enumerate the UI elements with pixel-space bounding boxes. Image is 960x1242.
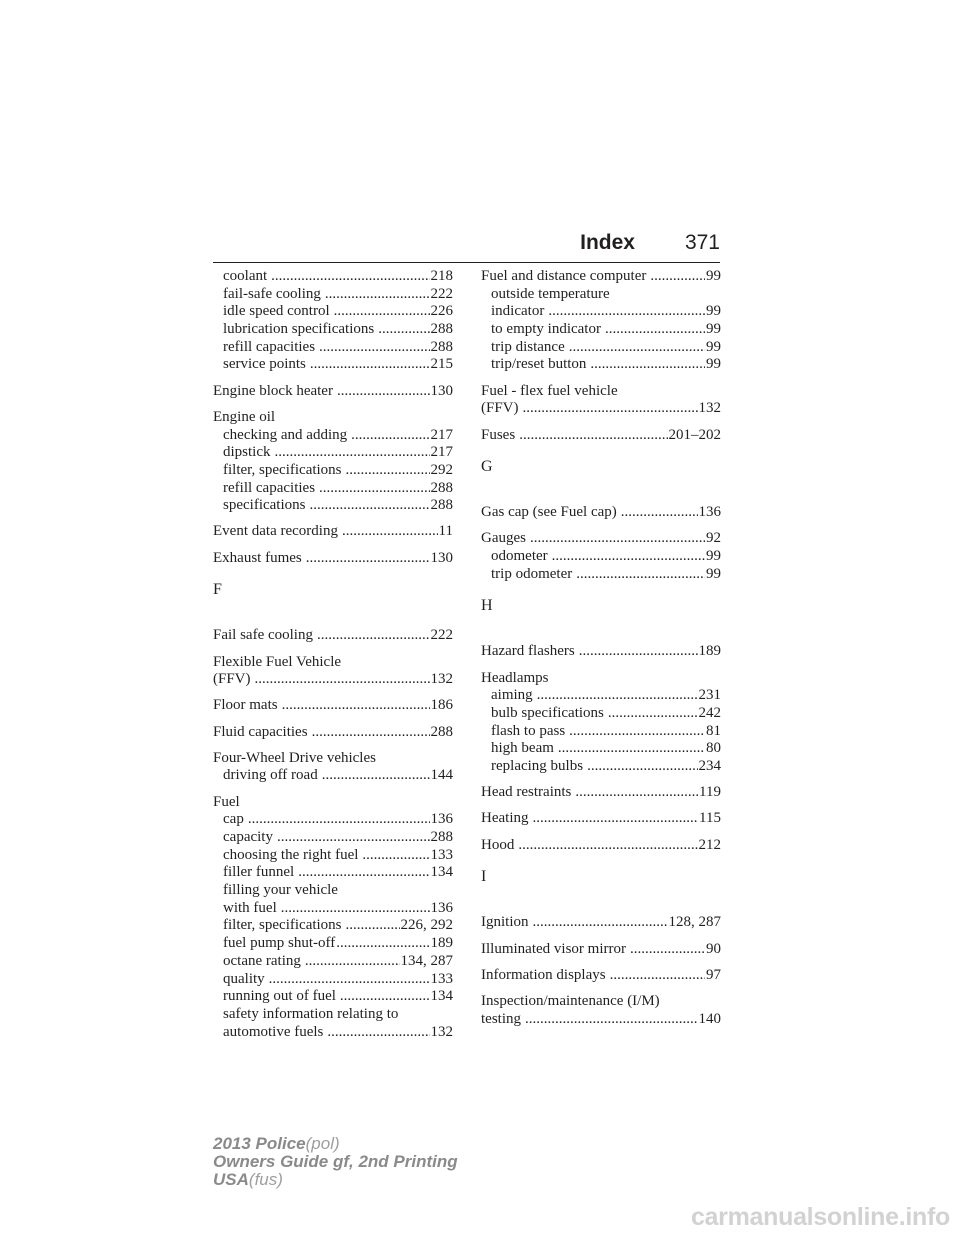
- page-reference: 134: [430, 864, 453, 881]
- page-reference: 288: [430, 321, 453, 338]
- index-term-text: choosing the right fuel: [223, 846, 359, 863]
- index-term-text: specifications: [223, 497, 306, 514]
- dot-leader: [319, 339, 429, 357]
- dot-leader: [306, 550, 430, 568]
- dot-leader: [552, 548, 705, 566]
- index-term-text: filling your vehicle: [223, 882, 338, 899]
- index-term-text: bulb specifications: [491, 705, 604, 721]
- page-reference: 140: [698, 1010, 721, 1027]
- index-term: [481, 268, 721, 286]
- index-subentry: [481, 548, 721, 566]
- index-term-text: Gauges: [481, 530, 526, 547]
- page-reference: 133: [430, 846, 453, 863]
- index-entry: [213, 523, 453, 541]
- dot-leader: [362, 847, 429, 865]
- page-reference: 99: [706, 338, 721, 355]
- entry-gap: [213, 785, 453, 794]
- index-entry: [213, 268, 453, 374]
- page-reference: 212: [698, 836, 721, 853]
- index-term-text: filter, specifications: [223, 917, 342, 934]
- page-reference: 292: [430, 461, 453, 478]
- index-term-text: Floor mats: [213, 697, 278, 714]
- index-term: [481, 530, 721, 548]
- dot-leader: [322, 767, 430, 785]
- dot-leader: [569, 723, 705, 741]
- dot-leader: [298, 864, 429, 882]
- index-term-text: Fail safe cooling: [213, 627, 313, 644]
- page-reference: 133: [430, 970, 453, 987]
- footer-line-1: [213, 1135, 458, 1153]
- index-term: [213, 697, 453, 715]
- index-subentry: [213, 988, 453, 1006]
- index-term-text: trip distance: [491, 338, 565, 355]
- index-term-text: Illuminated visor mirror: [481, 940, 626, 957]
- index-subentry: [481, 705, 721, 723]
- index-subentry: [481, 687, 721, 705]
- dot-leader: [519, 427, 667, 445]
- index-letter-heading: H: [481, 597, 493, 615]
- index-subentry: [213, 286, 453, 304]
- page-reference: 288: [430, 479, 453, 496]
- dot-leader: [530, 530, 705, 548]
- entry-gap: [213, 645, 453, 654]
- dot-leader: [630, 941, 705, 959]
- index-subentry: [213, 268, 453, 286]
- index-column-left: [213, 268, 453, 1041]
- index-subentry: [213, 953, 453, 971]
- footer-market: USA: [213, 1170, 249, 1189]
- page-reference: 99: [706, 303, 721, 320]
- page-reference: 128, 287: [668, 914, 721, 931]
- dot-leader: [548, 303, 705, 321]
- dot-leader: [525, 1011, 698, 1029]
- page-reference: 226, 292: [400, 917, 453, 934]
- index-term: [213, 550, 453, 568]
- dot-leader: [271, 268, 429, 286]
- index-subentry: [481, 286, 721, 304]
- index-subentry: [213, 321, 453, 339]
- index-term-text: Inspection/maintenance (I/M): [481, 992, 660, 1009]
- index-term-text: Fluid capacities: [213, 723, 308, 740]
- dot-leader: [255, 671, 430, 689]
- index-term-text: coolant: [223, 268, 268, 284]
- index-term-text: trip odometer: [491, 565, 573, 582]
- index-term-text: flash to pass: [491, 722, 566, 739]
- entry-gap: [213, 400, 453, 409]
- entry-gap: [481, 932, 721, 941]
- dot-leader: [533, 914, 668, 932]
- index-term-text: filler funnel: [223, 864, 295, 881]
- index-subentry: [213, 847, 453, 865]
- index-term-text: Fuel and distance computer: [481, 268, 647, 284]
- index-subentry: [481, 566, 721, 584]
- dot-leader: [327, 1024, 429, 1042]
- index-entry: [481, 427, 721, 445]
- index-subentry: [213, 811, 453, 829]
- index-term-text: (FFV): [481, 400, 519, 417]
- index-subentry: [213, 935, 453, 953]
- index-term: [481, 383, 721, 401]
- index-term-text: Information displays: [481, 966, 606, 983]
- index-subentry: [213, 497, 453, 515]
- dot-leader: [590, 356, 705, 374]
- dot-leader: [312, 724, 430, 742]
- page-reference: 217: [430, 426, 453, 443]
- index-subentry: [213, 1006, 453, 1024]
- entry-gap: [481, 522, 721, 531]
- page-reference: 134: [430, 988, 453, 1005]
- index-entry: [213, 654, 453, 689]
- index-term: [481, 967, 721, 985]
- index-subentry: [213, 427, 453, 445]
- footer-line-3: [213, 1171, 458, 1189]
- page-reference: 136: [698, 504, 721, 521]
- index-subentry: [213, 480, 453, 498]
- dot-leader: [275, 444, 430, 462]
- watermark: carmanualsonline.info: [690, 1203, 950, 1231]
- index-term-text: dipstick: [223, 444, 271, 461]
- entry-gap: [481, 802, 721, 811]
- page-reference: 222: [430, 285, 453, 302]
- footer-model: 2013 Police: [213, 1134, 306, 1153]
- dot-leader: [342, 523, 438, 541]
- index-entry: [481, 383, 721, 418]
- index-entry: [213, 750, 453, 785]
- index-subentry: [213, 900, 453, 918]
- index-letter-heading: I: [481, 868, 487, 886]
- index-letter-heading: F: [213, 581, 222, 599]
- index-subentry: [213, 1024, 453, 1042]
- index-term-text: filter, specifications: [223, 461, 342, 478]
- index-term: [481, 941, 721, 959]
- page-reference: 81: [706, 722, 721, 739]
- index-subentry: [481, 303, 721, 321]
- index-term-text: fuel pump shut-off: [223, 935, 336, 952]
- entry-gap: [213, 689, 453, 698]
- index-term-text: lubrication specifications: [223, 321, 375, 338]
- entry-gap: [213, 374, 453, 383]
- page-reference: 99: [706, 321, 721, 338]
- page-reference: 144: [430, 767, 453, 784]
- index-term-text: fail-safe cooling: [223, 285, 321, 302]
- page-reference: 90: [706, 940, 721, 957]
- dot-leader: [569, 339, 705, 357]
- index-entry: [481, 837, 721, 855]
- dot-leader: [575, 784, 698, 802]
- page-reference: 231: [698, 687, 721, 704]
- page-reference: 234: [698, 758, 721, 775]
- index-term-text: testing: [481, 1010, 521, 1027]
- dot-leader: [310, 356, 430, 374]
- dot-leader: [340, 988, 430, 1006]
- dot-leader: [351, 427, 429, 445]
- entry-gap: [213, 741, 453, 750]
- page-reference: 80: [706, 740, 721, 757]
- index-term-text: octane rating: [223, 952, 301, 969]
- footer: [213, 1135, 458, 1189]
- index-entry: [481, 784, 721, 802]
- entry-gap: [481, 958, 721, 967]
- index-term: [481, 1011, 721, 1029]
- page-number: 371: [684, 231, 720, 254]
- index-term: [481, 643, 721, 661]
- index-term-text: capacity: [223, 829, 273, 845]
- dot-leader: [317, 627, 430, 645]
- page-reference: 226: [430, 303, 453, 320]
- index-term-text: high beam: [491, 740, 554, 757]
- page-reference: 130: [430, 382, 453, 399]
- index-term: [481, 837, 721, 855]
- index-subentry: [481, 758, 721, 776]
- index-term-text: quality: [223, 970, 265, 987]
- page-reference: 136: [430, 899, 453, 916]
- dot-leader: [277, 829, 430, 847]
- index-entry: [481, 643, 721, 661]
- dot-leader: [248, 811, 430, 829]
- dot-leader: [650, 268, 705, 286]
- entry-gap: [481, 984, 721, 993]
- index-subentry: [213, 971, 453, 989]
- index-entry: [481, 967, 721, 985]
- index-term: [481, 914, 721, 932]
- index-subentry: [213, 829, 453, 847]
- entry-gap: [481, 776, 721, 785]
- page-reference: 130: [430, 549, 453, 566]
- index-entry: [481, 504, 721, 522]
- page-reference: 134, 287: [400, 952, 453, 969]
- dot-leader: [537, 687, 698, 705]
- index-term: [481, 993, 721, 1011]
- index-term: [481, 400, 721, 418]
- index-term-text: with fuel: [223, 899, 277, 916]
- index-subentry: [481, 339, 721, 357]
- index-term-text: checking and adding: [223, 426, 348, 443]
- dot-leader: [305, 953, 400, 971]
- page-reference: 222: [430, 627, 453, 644]
- index-term-text: aiming: [491, 687, 533, 704]
- index-letter-heading: G: [481, 458, 493, 476]
- index-subentry: [213, 864, 453, 882]
- index-entry: [213, 697, 453, 715]
- page-reference: 242: [698, 705, 721, 721]
- index-subentry: [213, 882, 453, 900]
- dot-leader: [587, 758, 697, 776]
- index-term: [481, 670, 721, 688]
- index-subentry: [213, 917, 453, 935]
- index-entry: [481, 993, 721, 1028]
- index-term-text: Flexible Fuel Vehicle: [213, 653, 342, 670]
- index-entry: [481, 914, 721, 932]
- index-term-text: Fuel - flex fuel vehicle: [481, 382, 618, 399]
- index-subentry: [213, 444, 453, 462]
- page-reference: 92: [706, 530, 721, 547]
- dot-leader: [281, 900, 430, 918]
- dot-leader: [282, 697, 430, 715]
- dot-leader: [605, 321, 705, 339]
- index-term: [481, 784, 721, 802]
- entry-gap: [481, 374, 721, 383]
- page-reference: 99: [706, 356, 721, 373]
- dot-leader: [621, 504, 698, 522]
- footer-line-2: [213, 1153, 458, 1171]
- index-term-text: idle speed control: [223, 303, 330, 320]
- header-divider: [213, 262, 720, 263]
- dot-leader: [319, 480, 429, 498]
- index-term-text: service points: [223, 356, 306, 373]
- index-term: [213, 627, 453, 645]
- dot-leader: [518, 837, 697, 855]
- page-reference: 132: [430, 1023, 453, 1040]
- index-term: [213, 654, 453, 672]
- index-term: [213, 409, 453, 427]
- index-term: [481, 810, 721, 828]
- index-term-text: (FFV): [213, 671, 251, 688]
- index-entry: [481, 941, 721, 959]
- index-entry: [481, 810, 721, 828]
- dot-leader: [610, 967, 705, 985]
- index-term: [213, 750, 453, 768]
- dot-leader: [579, 643, 698, 661]
- index-subentry: [481, 740, 721, 758]
- page-reference: 217: [430, 444, 453, 461]
- index-term-text: trip/reset button: [491, 356, 587, 373]
- index-term-text: outside temperature: [491, 285, 610, 302]
- index-entry: [213, 794, 453, 1042]
- dot-leader: [346, 917, 400, 935]
- page-reference: 115: [699, 810, 721, 827]
- index-term-text: Exhaust fumes: [213, 549, 302, 566]
- dot-leader: [523, 400, 698, 418]
- index-subentry: [481, 321, 721, 339]
- index-subentry: [213, 339, 453, 357]
- dot-leader: [558, 740, 705, 758]
- index-term-text: Engine block heater: [213, 382, 333, 399]
- index-term: [213, 724, 453, 742]
- index-term-text: Fuel: [213, 793, 240, 810]
- index-subentry: [481, 723, 721, 741]
- index-term-text: Head restraints: [481, 784, 572, 801]
- index-term: [213, 383, 453, 401]
- index-entry: [213, 409, 453, 515]
- index-term-text: Gas cap (see Fuel cap): [481, 504, 617, 521]
- page-reference: 132: [698, 400, 721, 417]
- page-reference: 99: [706, 268, 721, 284]
- index-term-text: Hazard flashers: [481, 643, 575, 660]
- index-term-text: refill capacities: [223, 338, 316, 355]
- entry-gap: [213, 715, 453, 724]
- page-reference: 132: [430, 671, 453, 688]
- footer-model-code: (pol): [305, 1134, 340, 1153]
- index-term-text: Ignition: [481, 914, 529, 931]
- page-reference: 218: [430, 268, 453, 284]
- page-reference: 288: [430, 829, 453, 845]
- index-term-text: Fuses: [481, 426, 516, 443]
- dot-leader: [336, 935, 429, 953]
- index-subentry: [213, 462, 453, 480]
- index-entry: [213, 627, 453, 645]
- page-reference: 99: [706, 548, 721, 565]
- index-term-text: Event data recording: [213, 523, 338, 540]
- page-reference: 11: [438, 523, 453, 540]
- index-term-text: Heating: [481, 810, 529, 827]
- index-term-text: odometer: [491, 548, 548, 565]
- page-reference: 288: [430, 338, 453, 355]
- index-term-text: to empty indicator: [491, 321, 601, 338]
- index-subentry: [481, 356, 721, 374]
- index-term-text: indicator: [491, 303, 545, 320]
- entry-gap: [481, 418, 721, 427]
- dot-leader: [325, 286, 430, 304]
- dot-leader: [532, 810, 698, 828]
- dot-leader: [269, 971, 430, 989]
- dot-leader: [309, 497, 429, 515]
- dot-leader: [378, 321, 429, 339]
- index-entry: [213, 383, 453, 401]
- entry-gap: [213, 515, 453, 524]
- index-term: [481, 427, 721, 445]
- index-column-right: [481, 268, 721, 1028]
- index-term-text: Four-Wheel Drive vehicles: [213, 749, 376, 766]
- page-reference: 189: [430, 935, 453, 952]
- footer-market-code: (fus): [248, 1170, 283, 1189]
- page-reference: 136: [430, 811, 453, 828]
- entry-gap: [481, 828, 721, 837]
- dot-leader: [337, 383, 430, 401]
- page-reference: 288: [430, 723, 453, 740]
- index-term: [213, 671, 453, 689]
- index-subentry: [213, 767, 453, 785]
- index-term-text: automotive fuels: [223, 1023, 324, 1040]
- index-term: [213, 523, 453, 541]
- footer-guide: Owners Guide gf, 2nd Printing: [213, 1152, 458, 1171]
- dot-leader: [608, 705, 698, 723]
- index-term: [481, 504, 721, 522]
- entry-gap: [213, 541, 453, 550]
- index-term-text: replacing bulbs: [491, 758, 584, 775]
- page-reference: 186: [430, 697, 453, 714]
- index-entry: [481, 530, 721, 583]
- index-subentry: [213, 303, 453, 321]
- index-term-text: Headlamps: [481, 669, 549, 686]
- dot-leader: [346, 462, 430, 480]
- index-entry: [481, 268, 721, 374]
- index-term-text: safety information relating to: [223, 1005, 399, 1022]
- index-term-text: Engine oil: [213, 408, 276, 425]
- index-term-text: driving off road: [223, 767, 318, 784]
- page-reference: 97: [706, 966, 721, 983]
- index-term-text: running out of fuel: [223, 988, 336, 1005]
- dot-leader: [334, 303, 430, 321]
- page-reference: 215: [430, 356, 453, 373]
- index-term: [213, 794, 453, 812]
- index-entry: [213, 724, 453, 742]
- page-title: Index: [580, 231, 635, 254]
- index-term-text: cap: [223, 811, 244, 828]
- index-entry: [213, 550, 453, 568]
- page-reference: 119: [699, 784, 721, 801]
- dot-leader: [576, 566, 705, 584]
- entry-gap: [481, 661, 721, 670]
- index-entry: [481, 670, 721, 776]
- page-reference: 288: [430, 497, 453, 514]
- page-reference: 189: [698, 643, 721, 660]
- index-term-text: Hood: [481, 836, 515, 853]
- index-term-text: refill capacities: [223, 479, 316, 496]
- page-reference: 201–202: [668, 426, 721, 443]
- page-reference: 99: [706, 565, 721, 582]
- index-subentry: [213, 356, 453, 374]
